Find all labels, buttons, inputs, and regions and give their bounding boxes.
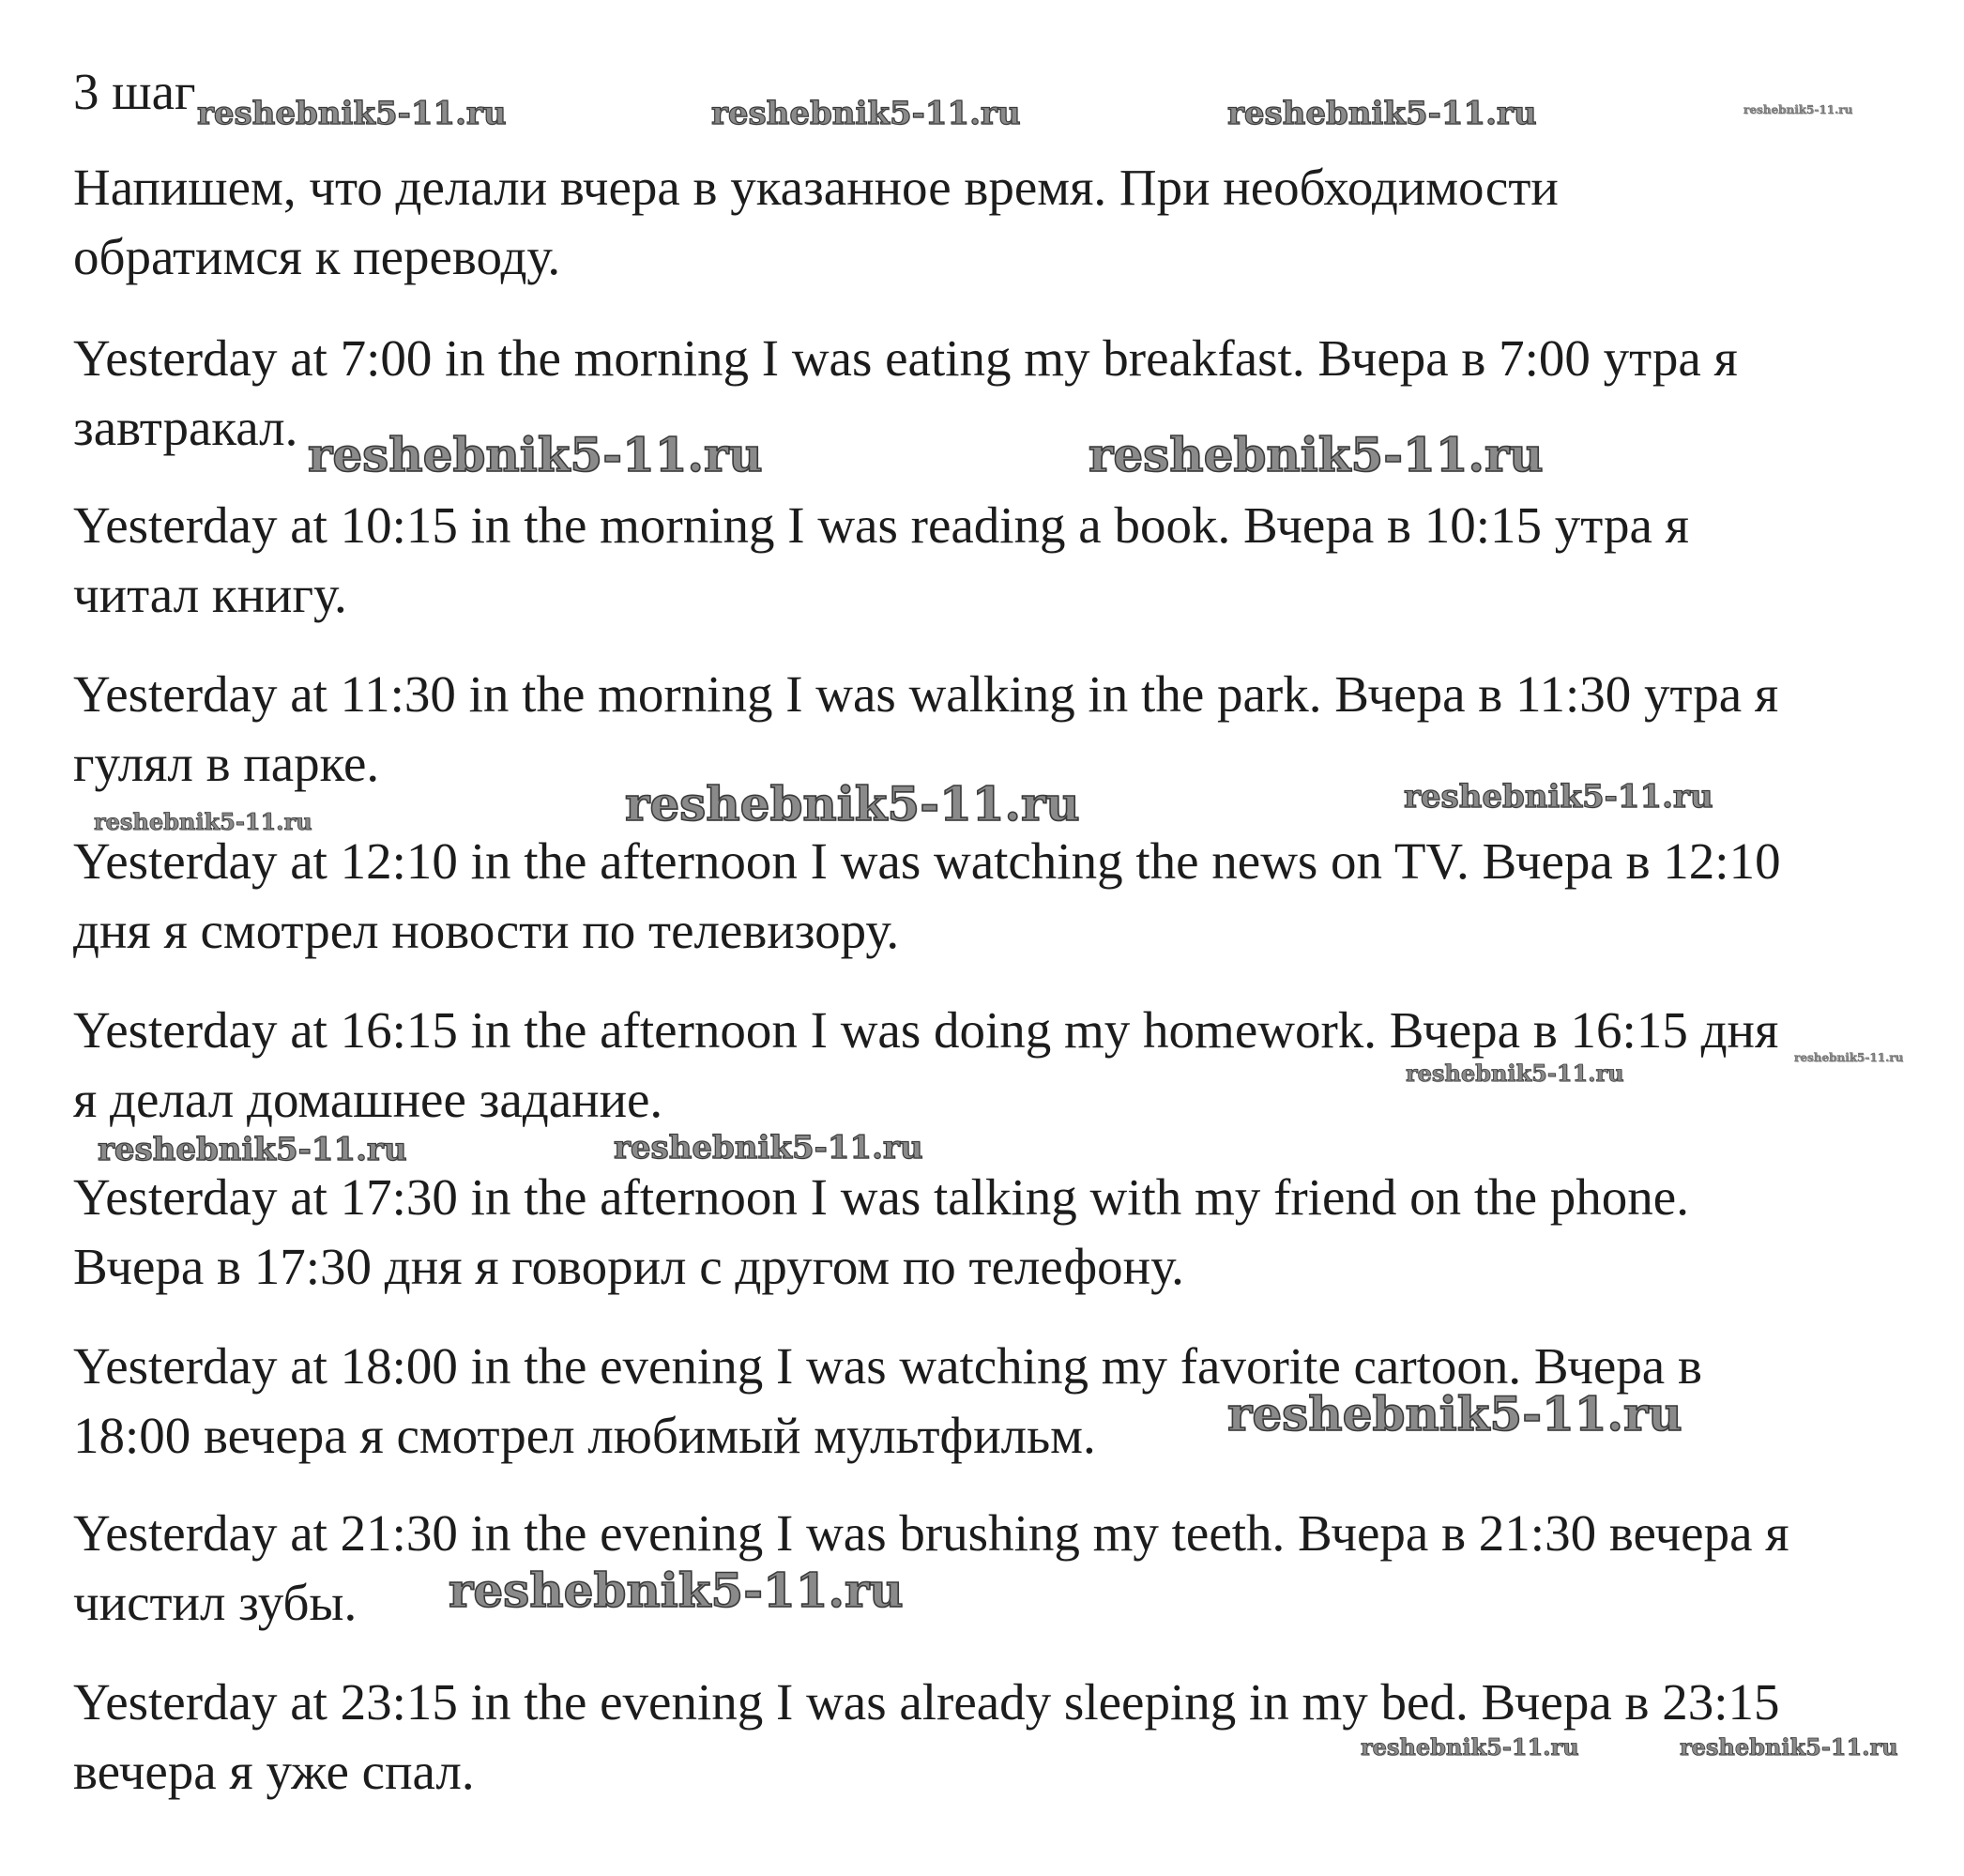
intro-line-1: Напишем, что делали вчера в указанное время. При необходимости: [73, 159, 1559, 216]
watermark: reshebnik5-11.ru: [1406, 1060, 1624, 1087]
watermark: reshebnik5-11.ru: [1404, 778, 1713, 816]
entry-1-line-2: завтракал.: [73, 399, 298, 456]
entry-3-line-2: гулял в парке.: [73, 735, 380, 792]
watermark: reshebnik5-11.ru: [449, 1563, 904, 1618]
watermark: reshebnik5-11.ru: [1227, 1386, 1682, 1441]
watermark: reshebnik5-11.ru: [308, 427, 763, 482]
step-heading: 3 шаг: [73, 63, 196, 120]
watermark: reshebnik5-11.ru: [625, 776, 1080, 831]
watermark: reshebnik5-11.ru: [1089, 427, 1544, 482]
entry-1-line-1: Yesterday at 7:00 in the morning I was eating my breakfast. Вчера в 7:00 утра я: [73, 329, 1738, 387]
watermark: reshebnik5-11.ru: [94, 808, 312, 835]
watermark: reshebnik5-11.ru: [711, 95, 1021, 132]
watermark: reshebnik5-11.ru: [1743, 103, 1853, 116]
entry-3-line-1: Yesterday at 11:30 in the morning I was walking in the park. Вчера в 11:30 утра я: [73, 665, 1779, 723]
entry-7-line-1: Yesterday at 18:00 in the evening I was watching my favorite cartoon. Вчера в: [73, 1337, 1702, 1395]
entry-6-line-1: Yesterday at 17:30 in the afternoon I was talking with my friend on the phone.: [73, 1168, 1689, 1226]
entry-5-line-2: я делал домашнее задание.: [73, 1071, 663, 1128]
entry-7-line-2: 18:00 вечера я смотрел любимый мультфильм.: [73, 1407, 1096, 1464]
watermark: reshebnik5-11.ru: [98, 1131, 407, 1168]
watermark: reshebnik5-11.ru: [614, 1129, 923, 1167]
entry-9-line-1: Yesterday at 23:15 in the evening I was already sleeping in my bed. Вчера в 23:15: [73, 1673, 1780, 1731]
entry-5-line-1: Yesterday at 16:15 in the afternoon I was doing my homework. Вчера в 16:15 дня: [73, 1001, 1779, 1059]
entry-4-line-2: дня я смотрел новости по телевизору.: [73, 902, 900, 959]
entry-6-line-2: Вчера в 17:30 дня я говорил с другом по телефону.: [73, 1238, 1184, 1295]
entry-8-line-1: Yesterday at 21:30 in the evening I was brushing my teeth. Вчера в 21:30 вечера я: [73, 1504, 1789, 1562]
entry-9-line-2: вечера я уже спал.: [73, 1743, 475, 1800]
entry-2-line-1: Yesterday at 10:15 in the morning I was reading a book. Вчера в 10:15 утра я: [73, 496, 1689, 554]
intro-line-2: обратимся к переводу.: [73, 228, 561, 285]
entry-2-line-2: читал книгу.: [73, 566, 347, 623]
watermark: reshebnik5-11.ru: [1680, 1733, 1898, 1761]
watermark: reshebnik5-11.ru: [1794, 1051, 1904, 1064]
watermark: reshebnik5-11.ru: [1361, 1733, 1579, 1761]
entry-4-line-1: Yesterday at 12:10 in the afternoon I was watching the news on TV. Вчера в 12:10: [73, 832, 1781, 890]
entry-8-line-2: чистил зубы.: [73, 1574, 358, 1631]
watermark: reshebnik5-11.ru: [1227, 95, 1537, 132]
watermark: reshebnik5-11.ru: [197, 95, 507, 132]
